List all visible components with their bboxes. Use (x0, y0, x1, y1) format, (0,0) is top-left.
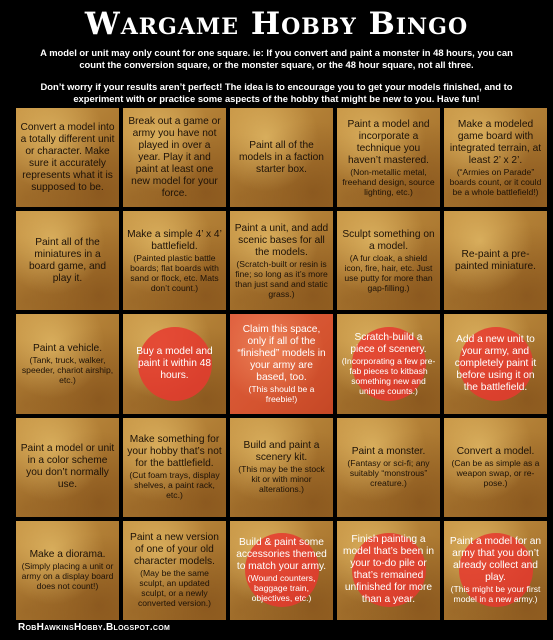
square-note-text: (Painted plastic battle boards; flat boards with sand or flock, etc. Mats don’t count.) (130, 252, 219, 293)
square-note-text: (This may be the stock kit or with minor alterations.) (238, 464, 325, 495)
bingo-square[interactable] (337, 314, 440, 413)
bingo-square[interactable] (16, 108, 119, 207)
square-note-text: (Scratch-built or resin is fine; so long as it’s more than just sand and static grass.) (235, 258, 328, 299)
square-task-text: Build and paint a scenery kit. (243, 440, 320, 464)
page-title: Wargame Hobby Bingo (84, 6, 469, 42)
square-note-text: (Wound counters, baggage train, objectives, etc.) (247, 573, 316, 604)
square-note-text: (Fantasy or sci-fi; any suitably “monstrous” creature.) (347, 458, 430, 489)
bingo-square[interactable] (123, 211, 226, 310)
site-credit: RobHawkinsHobby.Blogspot.com (18, 622, 171, 633)
bingo-square[interactable] (444, 108, 547, 207)
square-task-text: Add a new unit to your army, and completely paint it before using it on the battlefield. (454, 333, 537, 393)
square-task-text: Paint a model or unit in a color scheme you don’t normally use. (20, 443, 115, 491)
square-task-text: Paint a unit, and add scenic bases for all the models. (234, 222, 329, 258)
square-task-text: Build & paint some accessories themed to match your army. (236, 537, 327, 573)
square-task-text: Make a modeled game board with integrated terrain, at least 2’ x 2’. (449, 118, 542, 166)
square-note-text: (Cut foam trays, display shelves, a paint rack, etc.) (129, 470, 220, 501)
bingo-square[interactable] (337, 521, 440, 620)
square-task-text: Scratch-build a piece of scenery. (350, 331, 427, 355)
bingo-square[interactable] (230, 211, 333, 310)
square-task-text: Make something for your hobby that’s not for the battlefield. (127, 434, 222, 470)
bingo-square[interactable] (123, 314, 226, 413)
square-note-text: (A fur cloak, a shield icon, fire, hair, etc. Just use putty for more than gap-filling.) (344, 252, 433, 293)
square-task-text: Convert a model into a totally different unit or character. Make sure it accurately represents what it is supposed to be. (20, 121, 115, 193)
bingo-square[interactable] (123, 521, 226, 620)
bingo-square[interactable] (123, 108, 226, 207)
square-note-text: (This might be your first model in a new army.) (450, 584, 541, 605)
square-task-text: Sculpt something on a model. (342, 228, 435, 252)
square-task-text: Paint all of the miniatures in a board game, and play it. (28, 236, 107, 284)
bingo-square[interactable] (337, 211, 440, 310)
encouragement-text: Don’t worry if your results aren’t perfect! The idea is to encourage you to get your models finished, and to experiment with or practice some aspects of the hobby that might be new to you. Have fun! (40, 81, 513, 104)
bingo-square[interactable] (337, 418, 440, 517)
bingo-square[interactable] (444, 211, 547, 310)
bingo-square[interactable] (16, 314, 119, 413)
bingo-square[interactable] (16, 211, 119, 310)
square-task-text: Finish painting a model that’s been in your to-do pile or that’s remained unfinished for more than a year. (343, 534, 434, 606)
square-task-text: Paint a monster. (351, 446, 426, 458)
square-task-text: Paint a model for an army that you don’t already collect and play. (449, 536, 542, 584)
bingo-square-free[interactable] (230, 314, 333, 413)
square-task-text: Paint a model and incorporate a technique you haven’t mastered. (347, 118, 430, 166)
square-note-text: (May be the same sculpt, an updated sculpt, or a newly converted version.) (137, 568, 212, 609)
bingo-square[interactable] (444, 314, 547, 413)
bingo-square[interactable] (123, 418, 226, 517)
square-note-text: (This should be a freebie!) (248, 383, 315, 404)
bingo-square[interactable] (444, 521, 547, 620)
square-task-text: Make a diorama. (29, 549, 106, 561)
bingo-board (16, 108, 547, 620)
square-note-text: (Tank, truck, walker, speeder, chariot airship, etc.) (21, 354, 114, 385)
square-task-text: Break out a game or army you have not played in over a year. Play it and paint at least one new model for your force. (128, 115, 221, 199)
square-task-text: Convert a model. (456, 446, 535, 458)
bingo-square[interactable] (230, 418, 333, 517)
square-note-text: (“Armies on Parade” boards count, or it could be a whole battlefield!) (449, 166, 542, 197)
square-note-text: (Can be as simple as a weapon swap, or re-pose.) (451, 458, 540, 489)
bingo-square[interactable] (16, 521, 119, 620)
square-note-text: (Simply placing a unit or army on a display board does not count!) (21, 561, 114, 592)
bingo-square[interactable] (16, 418, 119, 517)
square-task-text: Paint all of the models in a faction starter box. (239, 139, 324, 175)
bingo-square[interactable] (444, 418, 547, 517)
square-task-text: Buy a model and paint it within 48 hours. (136, 345, 213, 381)
square-task-text: Paint a vehicle. (32, 342, 103, 354)
rules-text: A model or unit may only count for one square. ie: If you convert and paint a monster in 48 hours, you can count the conversion square, or the monster square, or the 48 hour square, not all three. (40, 47, 513, 70)
square-note-text: (Non-metallic metal, freehand design, source lighting, etc.) (342, 166, 435, 197)
square-task-text: Re-paint a pre-painted miniature. (455, 248, 536, 272)
bingo-square[interactable] (230, 108, 333, 207)
bingo-square[interactable] (337, 108, 440, 207)
square-task-text: Make a simple 4’ x 4’ battlefield. (127, 228, 222, 252)
square-task-text: Claim this space, only if all of the “finished” models in your army are based, too. (237, 323, 326, 383)
bingo-square[interactable] (230, 521, 333, 620)
square-task-text: Paint a new version of one of your old character models. (130, 532, 219, 568)
square-note-text: (Incorporating a few pre-fab pieces to kitbash something new and unique counts.) (341, 355, 436, 396)
